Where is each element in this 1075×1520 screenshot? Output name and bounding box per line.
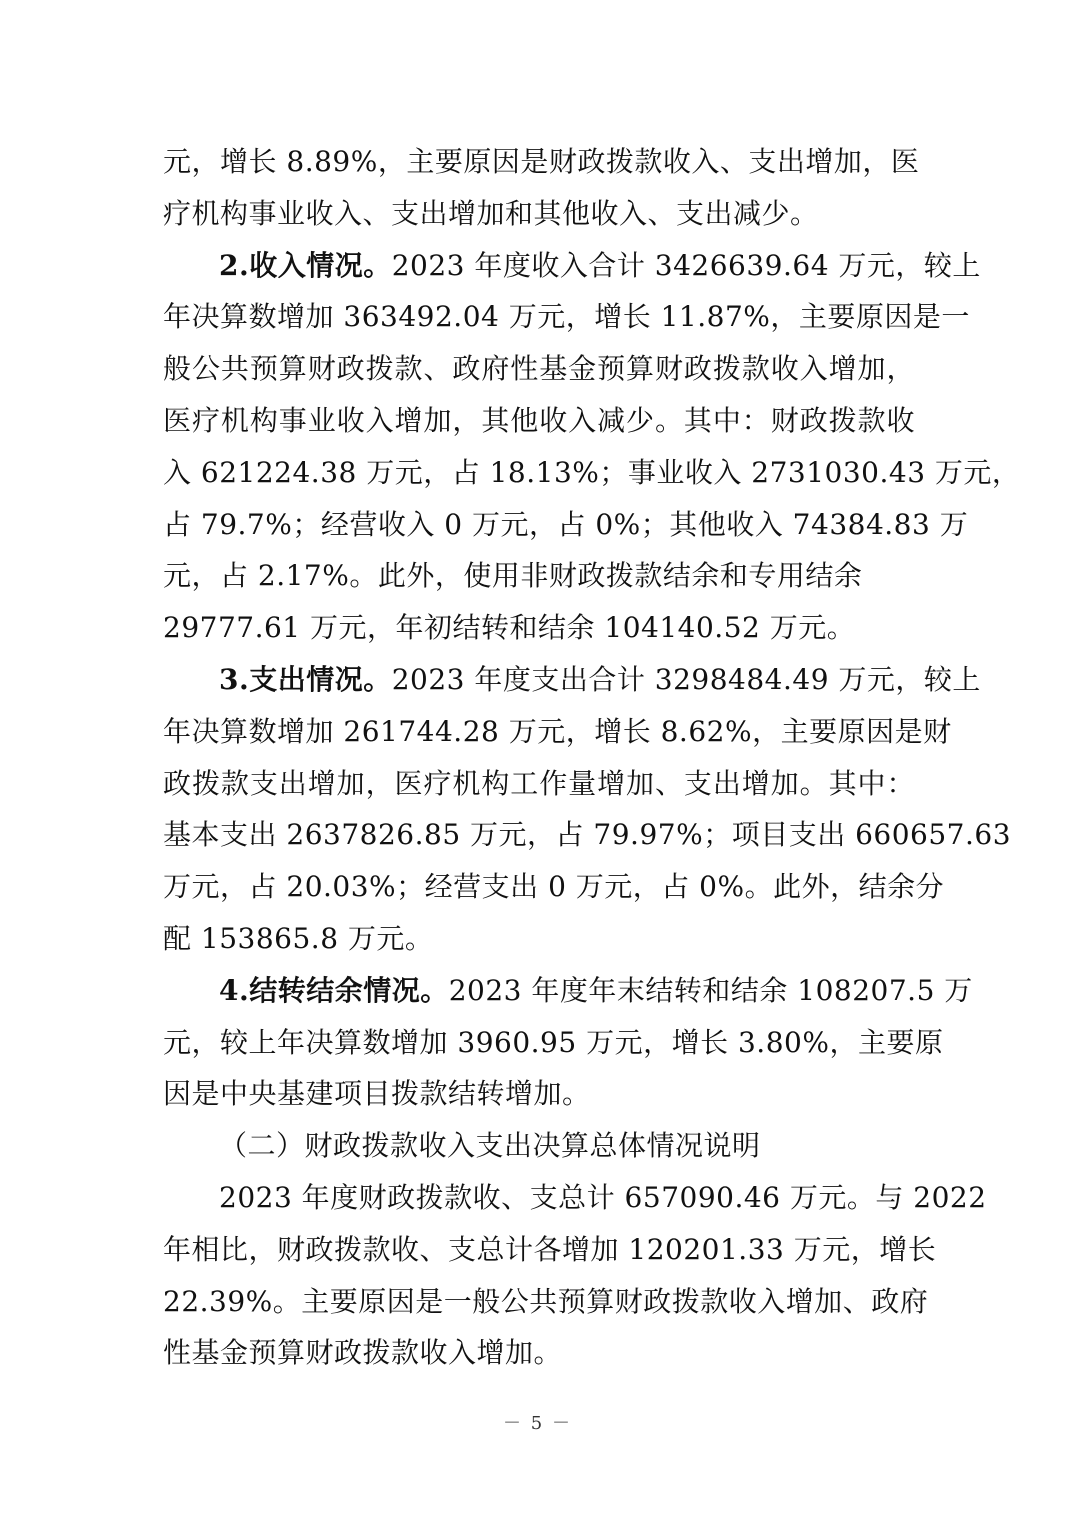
paragraph-line: 配 153865.8 万元。 xyxy=(163,921,434,955)
paragraph-line: 2023 年度财政拨款收、支总计 657090.46 万元。与 2022 xyxy=(219,1180,987,1214)
paragraph-line: 元，增长 8.89%，主要原因是财政拨款收入、支出增加，医 xyxy=(163,145,920,178)
paragraph-line: 年决算数增加 261744.28 万元，增长 8.62%，主要原因是财 xyxy=(163,714,952,748)
paragraph-line: 万元，占 20.03%；经营支出 0 万元，占 0%。此外，结余分 xyxy=(163,870,945,904)
paragraph-line-text: 2023 年度年末结转和结余 108207.5 万 xyxy=(448,973,973,1007)
carryover-section-first-line xyxy=(163,965,973,1017)
paragraph-line: 政拨款支出增加，医疗机构工作量增加、支出增加。其中： xyxy=(163,766,915,800)
paragraph-line: 占 79.7%；经营收入 0 万元，占 0%；其他收入 74384.83 万 xyxy=(163,507,969,541)
carryover-section-heading: 4.结转结余情况。 xyxy=(219,973,449,1007)
page-number: － 5 － xyxy=(503,1413,572,1434)
paragraph-line: 元，较上年决算数增加 3960.95 万元，增长 3.80%，主要原 xyxy=(163,1025,944,1059)
paragraph-line: 般公共预算财政拨款、政府性基金预算财政拨款收入增加， xyxy=(163,352,915,386)
expenditure-section-first-line xyxy=(163,654,981,706)
paragraph-line: 性基金预算财政拨款收入增加。 xyxy=(163,1336,563,1370)
paragraph-line: 入 621224.38 万元，占 18.13%；事业收入 2731030.43 万元， xyxy=(163,455,1021,489)
paragraph-line: 因是中央基建项目拨款结转增加。 xyxy=(163,1077,591,1111)
paragraph-line: 年决算数增加 363492.04 万元，增长 11.87%，主要原因是一 xyxy=(163,300,970,334)
paragraph-line: 基本支出 2637826.85 万元，占 79.97%；项目支出 660657.63 xyxy=(163,818,1012,852)
section-subheading: （二）财政拨款收入支出决算总体情况说明 xyxy=(219,1129,761,1163)
paragraph-line: 29777.61 万元，年初结转和结余 104140.52 万元。 xyxy=(163,611,856,645)
paragraph-line: 元，占 2.17%。此外，使用非财政拨款结余和专用结余 xyxy=(163,559,863,593)
paragraph-line-text: 2023 年度支出合计 3298484.49 万元，较上 xyxy=(391,662,981,696)
paragraph-line: 医疗机构事业收入增加，其他收入减少。其中：财政拨款收 xyxy=(163,403,915,437)
expenditure-section-heading: 3.支出情况。 xyxy=(219,662,392,696)
document-body xyxy=(163,136,1021,1379)
income-section-heading: 2.收入情况。 xyxy=(219,248,392,282)
paragraph-line: 疗机构事业收入、支出增加和其他收入、支出减少。 xyxy=(163,196,819,230)
income-section-first-line xyxy=(163,240,981,292)
paragraph-line: 22.39%。主要原因是一般公共预算财政拨款收入增加、政府 xyxy=(163,1284,929,1318)
paragraph-line-text: 2023 年度收入合计 3426639.64 万元，较上 xyxy=(391,248,981,282)
paragraph-line: 年相比，财政拨款收、支总计各增加 120201.33 万元，增长 xyxy=(163,1232,937,1266)
